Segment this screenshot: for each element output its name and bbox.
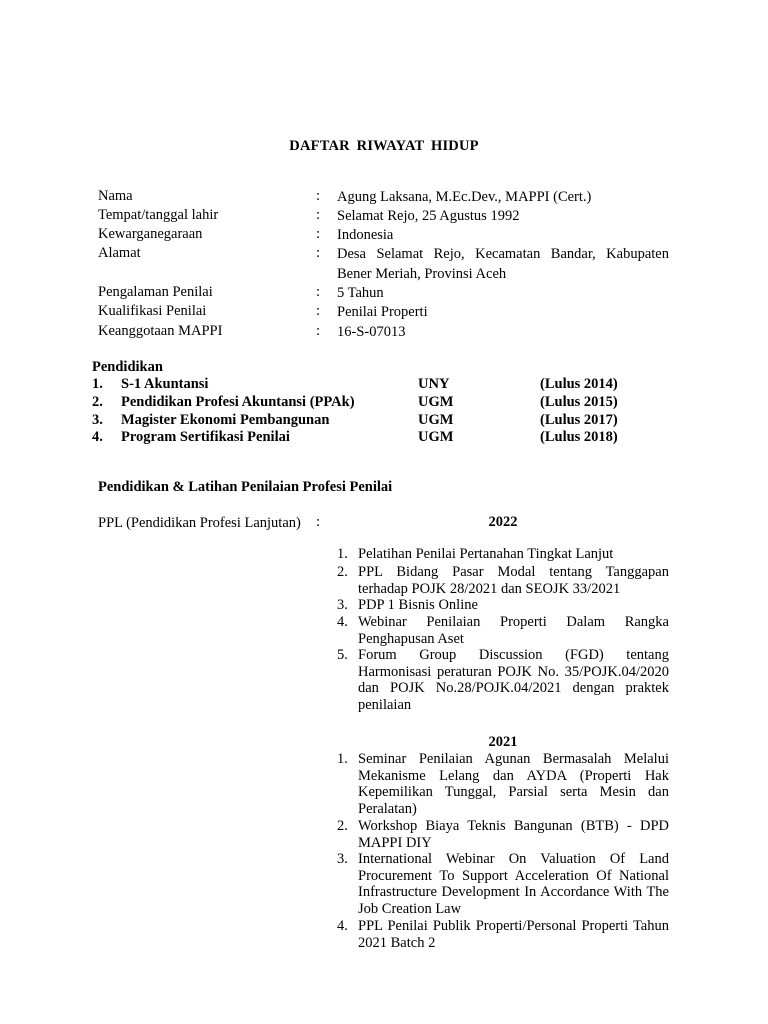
bio-colon: : [316, 303, 321, 319]
bio-label-qualification: Kualifikasi Penilai [98, 303, 207, 319]
bio-colon: : [316, 323, 321, 339]
bio-value-address: Desa Selamat Rejo, Kecamatan Bandar, Kabupaten Bener Meriah, Provinsi Aceh [337, 246, 669, 282]
bio-label-birth: Tempat/tanggal lahir [98, 207, 219, 223]
training-item-text: Workshop Biaya Teknis Bangunan (BTB) - DPD MAPPI DIY [358, 818, 669, 851]
training-item-text: PPL Bidang Pasar Modal tentang Tanggapan terhadap POJK 28/2021 dan SEOJK 33/2021 [358, 564, 669, 597]
bio-colon: : [316, 245, 321, 261]
education-item-institution: UNY [418, 376, 450, 392]
document-title: DAFTAR RIWAYAT HIDUP [289, 138, 479, 154]
ppl-label: PPL (Pendidikan Profesi Lanjutan) [98, 515, 301, 531]
education-item-institution: UGM [418, 429, 454, 445]
bio-value-name: Agung Laksana, M.Ec.Dev., MAPPI (Cert.) [337, 189, 592, 205]
training-item-number: 4. [337, 918, 348, 934]
education-item-institution: UGM [418, 412, 454, 428]
bio-value-qualification: Penilai Properti [337, 304, 428, 320]
bio-value-birth: Selamat Rejo, 25 Agustus 1992 [337, 208, 520, 224]
training-item-text: PDP 1 Bisnis Online [358, 597, 478, 613]
bio-value-membership: 16-S-07013 [337, 324, 406, 340]
training-year-heading: 2021 [488, 734, 518, 750]
training-item-number: 2. [337, 564, 348, 580]
training-item-text: International Webinar On Valuation Of Land Procurement To Support Acceleration Of National Infrastructure Development In Accordance With The Job Creation Law [358, 851, 669, 917]
training-item-number: 3. [337, 597, 348, 613]
training-item-number: 5. [337, 647, 348, 663]
education-item-program: Pendidikan Profesi Akuntansi (PPAk) [121, 394, 355, 410]
training-item-text: Forum Group Discussion (FGD) tentang Harmonisasi peraturan POJK No. 35/POJK.04/2020 dan POJK No.28/POJK.04/2021 dengan praktek penilaian [358, 647, 669, 713]
training-item-number: 1. [337, 751, 348, 767]
training-item-text: Pelatihan Penilai Pertanahan Tingkat Lanjut [358, 546, 614, 562]
education-item-number: 2. [92, 394, 103, 410]
bio-label-membership: Keanggotaan MAPPI [98, 323, 223, 339]
education-item-year: (Lulus 2015) [540, 394, 618, 410]
education-item-year: (Lulus 2017) [540, 412, 618, 428]
education-item-number: 4. [92, 429, 103, 445]
bio-colon: : [316, 207, 321, 223]
bio-label-citizenship: Kewarganegaraan [98, 226, 203, 242]
bio-colon: : [316, 226, 321, 242]
training-item-text: Seminar Penilaian Agunan Bermasalah Melalui Mekanisme Lelang dan AYDA (Properti Hak Kepemilikan Tunggal, Parsial serta Mesin dan Peralatan) [358, 751, 669, 817]
education-item-institution: UGM [418, 394, 454, 410]
training-item-number: 3. [337, 851, 348, 867]
education-item-program: S-1 Akuntansi [121, 376, 209, 392]
training-item-number: 4. [337, 614, 348, 630]
training-item-text: Webinar Penilaian Properti Dalam Rangka Penghapusan Aset [358, 614, 669, 647]
education-item-program: Program Sertifikasi Penilai [121, 429, 290, 445]
bio-value-citizenship: Indonesia [337, 227, 394, 243]
bio-label-experience: Pengalaman Penilai [98, 284, 213, 300]
education-item-year: (Lulus 2018) [540, 429, 618, 445]
bio-colon: : [316, 284, 321, 300]
education-item-number: 1. [92, 376, 103, 392]
training-item-text: PPL Penilai Publik Properti/Personal Properti Tahun 2021 Batch 2 [358, 918, 669, 951]
education-heading: Pendidikan [92, 359, 163, 375]
training-year-heading: 2022 [488, 514, 518, 530]
bio-label-name: Nama [98, 188, 133, 204]
education-item-program: Magister Ekonomi Pembangunan [121, 412, 330, 428]
bio-colon: : [316, 188, 321, 204]
training-heading: Pendidikan & Latihan Penilaian Profesi Penilai [98, 479, 393, 495]
training-item-number: 1. [337, 546, 348, 562]
education-item-number: 3. [92, 412, 103, 428]
education-item-year: (Lulus 2014) [540, 376, 618, 392]
training-item-number: 2. [337, 818, 348, 834]
ppl-colon: : [316, 514, 321, 530]
bio-value-experience: 5 Tahun [337, 285, 384, 301]
bio-label-address: Alamat [98, 245, 141, 261]
